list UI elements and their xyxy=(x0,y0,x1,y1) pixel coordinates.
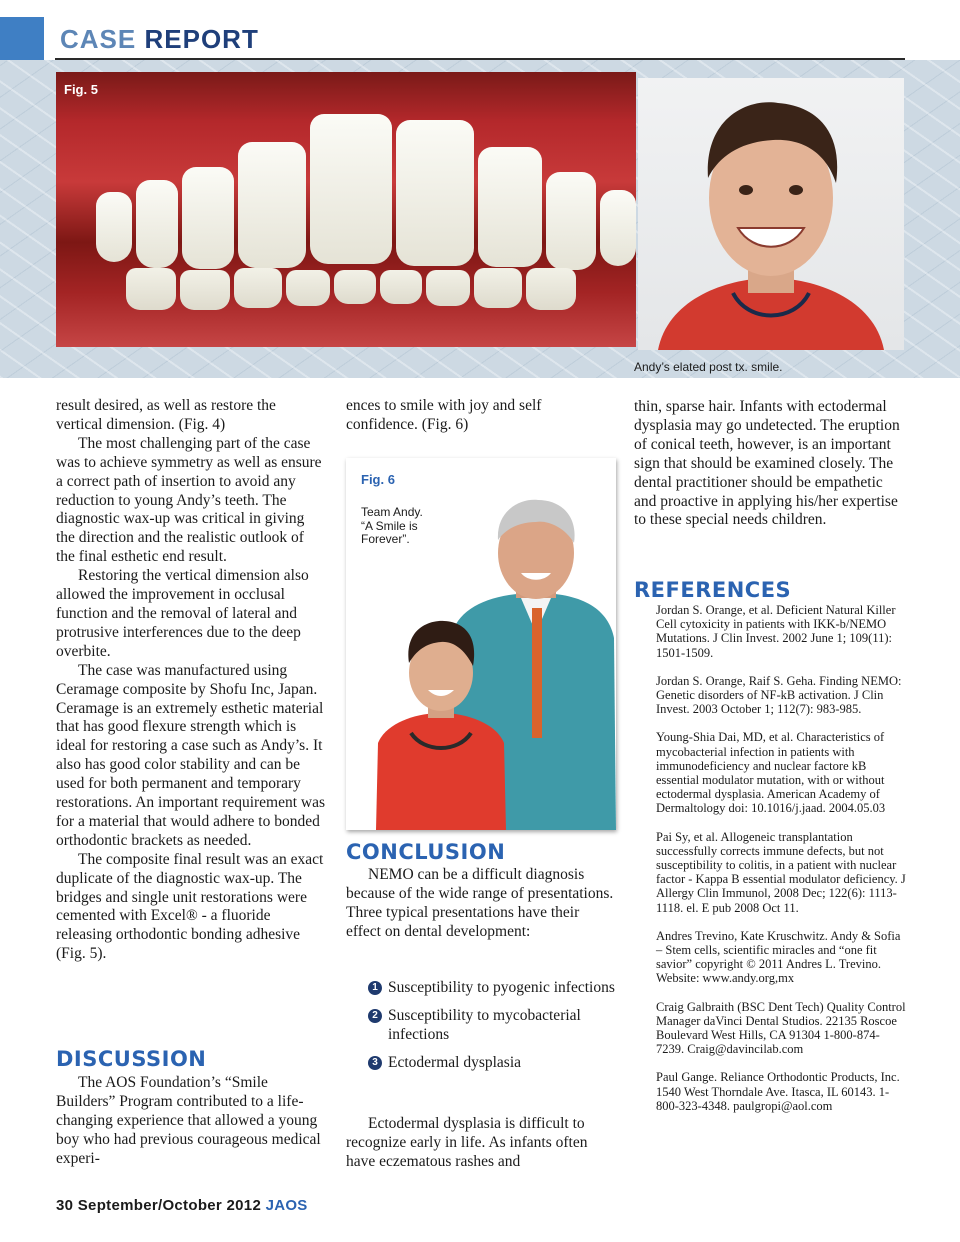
discussion-heading: DISCUSSION xyxy=(56,1047,207,1071)
tooth xyxy=(310,114,392,264)
reference-item: Craig Galbraith (BSC Dent Tech) Quality Control Manager daVinci Dental Studios. 22135 Roscoe Boulevard West Hills, CA 91304 1-800-874-7239. Craig@davincilab.com xyxy=(656,999,906,1057)
paragraph: ences to smile with joy and self confidence. (Fig. 6) xyxy=(346,397,542,433)
footer-brand: JAOS xyxy=(265,1197,308,1214)
conclusion-paragraph: NEMO can be a difficult diagnosis because of the wide range of presentations. Three typical presentations have their effect on dental development: xyxy=(346,866,614,940)
tooth xyxy=(474,268,522,308)
section-title-part1: CASE xyxy=(60,24,137,54)
list-item xyxy=(368,979,618,998)
section-title xyxy=(60,24,259,55)
paragraph: thin, sparse hair. Infants with ectodermal dysplasia may go undetected. The eruption of conical teeth, however, is an important sign that should be examined closely. The dental practitioner should be empathetic and proactive in applying his/her expertise to these special needs children. xyxy=(634,398,900,529)
tooth xyxy=(286,270,330,306)
reference-item: Andres Trevino, Kate Kruschwitz. Andy & Sofia – Stem cells, scientific miracles and “one fit savior” copyright © 2011 Andres L. Trevino. Website: www.andy.org,mx xyxy=(656,928,901,986)
tooth xyxy=(380,270,422,304)
fig5-portrait-photo xyxy=(638,78,904,350)
paragraph: result desired, as well as restore the vertical dimension. (Fig. 4) xyxy=(56,397,276,433)
conclusion-text-block xyxy=(346,866,616,942)
paragraph: The most challenging part of the case was to achieve symmetry as well as ensure a correct path of insertion to avoid any reduction to young Andy’s teeth. The diagnostic wax-up was critical in giving the direction and the realistic outlook of the final esthetic end result. xyxy=(56,434,322,566)
list-item xyxy=(368,1007,618,1045)
fig6-photo xyxy=(346,458,616,830)
tooth xyxy=(396,120,474,266)
paragraph: The case was manufactured using Ceramage composite by Shofu Inc, Japan. Ceramage is an extremely esthetic material that has good flexure strength which is ideal for restoring a case such as Andy’s. It also has good color stability and can be used for both permanent and temporary restorations. An important requirement was for a material that would adhere to bonded orthodontic brackets as needed. xyxy=(56,661,326,849)
tooth xyxy=(234,268,282,308)
tooth xyxy=(238,142,306,268)
column-3-top xyxy=(634,398,908,530)
presentation-list xyxy=(368,979,618,1082)
list-item-text: Susceptibility to pyogenic infections xyxy=(388,979,615,996)
column-1 xyxy=(56,397,326,964)
list-number: 1 xyxy=(368,981,382,995)
paragraph: The composite final result was an exact duplicate of the diagnostic wax-up. The bridges and single unit restorations were cemented with Excel® - a fluoride releasing orthodontic bonding adhesive (Fig. 5). xyxy=(56,850,324,963)
fig6-caption-line: “A Smile is xyxy=(361,518,418,533)
footer-page-text: 30 September/October 2012 xyxy=(56,1197,262,1214)
column-2-top xyxy=(346,397,616,435)
paragraph: Restoring the vertical dimension also allowed the improvement in occlusal function and the removal of lateral and protrusive interferences due to the deep overbite. xyxy=(56,567,309,660)
conclusion-heading: CONCLUSION xyxy=(346,840,506,864)
tooth xyxy=(478,147,542,267)
page-footer xyxy=(56,1197,308,1214)
fig6-caption-line: Forever”. xyxy=(361,532,410,546)
fig5-caption: Andy’s elated post tx. smile. xyxy=(634,360,783,374)
boy-portrait-illustration xyxy=(638,78,904,350)
reference-item: Jordan S. Orange, et al. Deficient Natural Killer Cell cytoxicity in patients with IKK-b/NEMO Mutations. J Clin Invest. 2002 June 1; 109(11): 1501-1509. xyxy=(656,603,896,660)
reference-item: Young-Shia Dai, MD, et al. Characteristics of mycobacterial infection in patients with immunodeficiency and nuclear factore kB essential modulator mutation, with or without ectodermal dysplasia. American Academy of Dermaltology doi: 10.1016/j.jaad. 2004.05.03 xyxy=(656,730,886,816)
tooth xyxy=(600,190,636,266)
reference-item: Jordan S. Orange, Raif S. Geha. Finding NEMO: Genetic disorders of NF-kB activation. J Clin Invest. 2003 October 1; 112(7): 983-985. xyxy=(656,673,902,717)
reference-item: Pai Sy, et al. Allogeneic transplantation successfully corrects immune defects, but not susceptibility to colitis, in a patient with nuclear factor - Kappa B essential modulator deficiency. J Allergy Clin Immunol, 2008 Dec; 122(6): 1113-1118. el. E pub 2008 Oct 11. xyxy=(656,829,906,915)
references-list xyxy=(656,603,906,1127)
paragraph: Ectodermal dysplasia is difficult to recognize early in life. As infants often have eczematous rashes and xyxy=(346,1115,588,1170)
list-item-text: Ectodermal dysplasia xyxy=(388,1053,521,1071)
tooth xyxy=(426,270,470,306)
tooth xyxy=(126,268,176,310)
references-heading: REFERENCES xyxy=(634,578,792,602)
reference-item: Paul Gange. Reliance Orthodontic Products, Inc. 1540 West Thorndale Ave. Itasca, IL 60143. 1-800-323-4348. paulgropi@aol.com xyxy=(656,1070,900,1113)
fig5-teeth-photo xyxy=(56,72,636,347)
tooth xyxy=(96,192,132,262)
section-title-part2: REPORT xyxy=(144,24,259,54)
fig6-label: Fig. 6 xyxy=(361,472,395,487)
tooth xyxy=(546,172,596,270)
discussion-text-block xyxy=(56,1074,326,1169)
tooth xyxy=(526,268,576,310)
discussion-paragraph: The AOS Foundation’s “Smile Builders” Program contributed to a life-changing experience that allowed a young boy who had previous courageous medical experi- xyxy=(56,1074,321,1167)
column-2-bottom xyxy=(346,1115,616,1172)
list-number: 3 xyxy=(368,1056,382,1070)
tooth xyxy=(182,167,234,269)
tooth xyxy=(136,180,178,268)
tooth xyxy=(334,270,376,304)
tooth xyxy=(180,270,230,310)
list-item xyxy=(368,1054,618,1073)
fig6-caption-line: Team Andy. xyxy=(361,505,423,519)
list-item-text: Susceptibility to mycobacterial infections xyxy=(388,1006,581,1043)
fig5-label: Fig. 5 xyxy=(64,82,98,97)
team-photo-illustration xyxy=(346,458,616,830)
list-number: 2 xyxy=(368,1009,382,1023)
